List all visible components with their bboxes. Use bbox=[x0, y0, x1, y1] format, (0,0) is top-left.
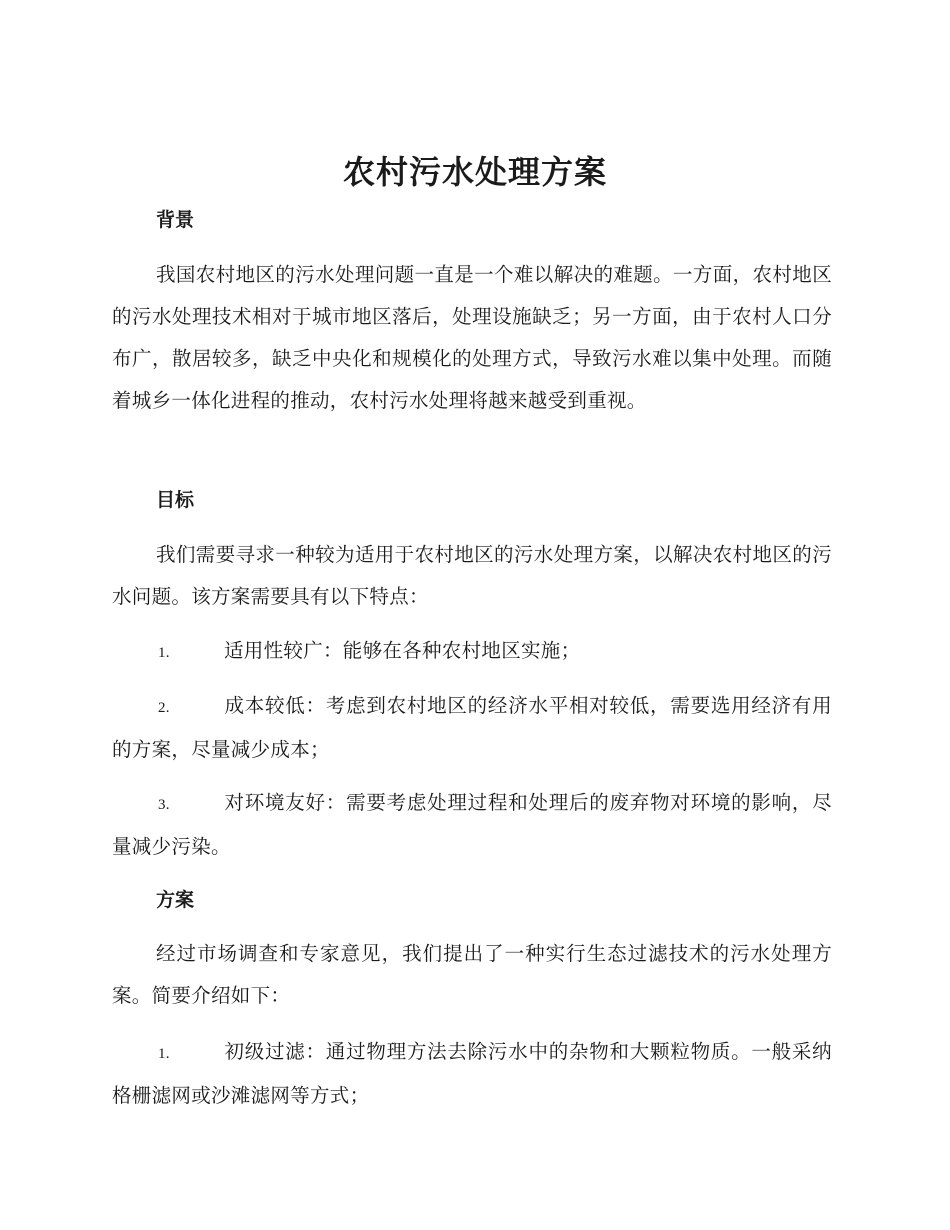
goals-paragraph: 我们需要寻求一种较为适用于农村地区的污水处理方案，以解决农村地区的污水问题。该方案需要具有以下特点： bbox=[112, 543, 832, 608]
section-heading-goals: 目标 bbox=[156, 489, 195, 511]
plan-list-item bbox=[112, 1031, 832, 1117]
list-item-text: 对环境友好：需要考虑处理过程和处理后的废弃物对环境的影响，尽量减少污染。 bbox=[112, 791, 832, 858]
document-title: 农村污水处理方案 bbox=[342, 153, 607, 191]
goals-list-item bbox=[112, 630, 832, 674]
section-heading-plan: 方案 bbox=[156, 889, 195, 911]
background-paragraph: 我国农村地区的污水处理问题一直是一个难以解决的难题。一方面，农村地区的污水处理技术相对于城市地区落后，处理设施缺乏；另一方面，由于农村人口分布广，散居较多，缺乏中央化和规模化的处理方式，导致污水难以集中处理。而随着城乡一体化进程的推动，农村污水处理将越来越受到重视。 bbox=[112, 263, 832, 412]
plan-paragraph: 经过市场调查和专家意见，我们提出了一种实行生态过滤技术的污水处理方案。简要介绍如下： bbox=[112, 942, 832, 1007]
list-item-text: 初级过滤：通过物理方法去除污水中的杂物和大颗粒物质。一般采纳格栅滤网或沙滩滤网等方式； bbox=[112, 1040, 832, 1107]
list-number: 1. bbox=[158, 645, 170, 661]
goals-list-item bbox=[112, 782, 832, 868]
goals-list-item bbox=[112, 685, 832, 771]
list-number: 1. bbox=[158, 1046, 170, 1062]
list-number: 3. bbox=[158, 797, 170, 813]
list-number: 2. bbox=[158, 700, 170, 716]
list-item-text: 成本较低：考虑到农村地区的经济水平相对较低，需要选用经济有用的方案，尽量减少成本； bbox=[112, 694, 832, 761]
list-item-text: 适用性较广：能够在各种农村地区实施； bbox=[224, 639, 581, 662]
section-heading-background: 背景 bbox=[156, 209, 195, 231]
